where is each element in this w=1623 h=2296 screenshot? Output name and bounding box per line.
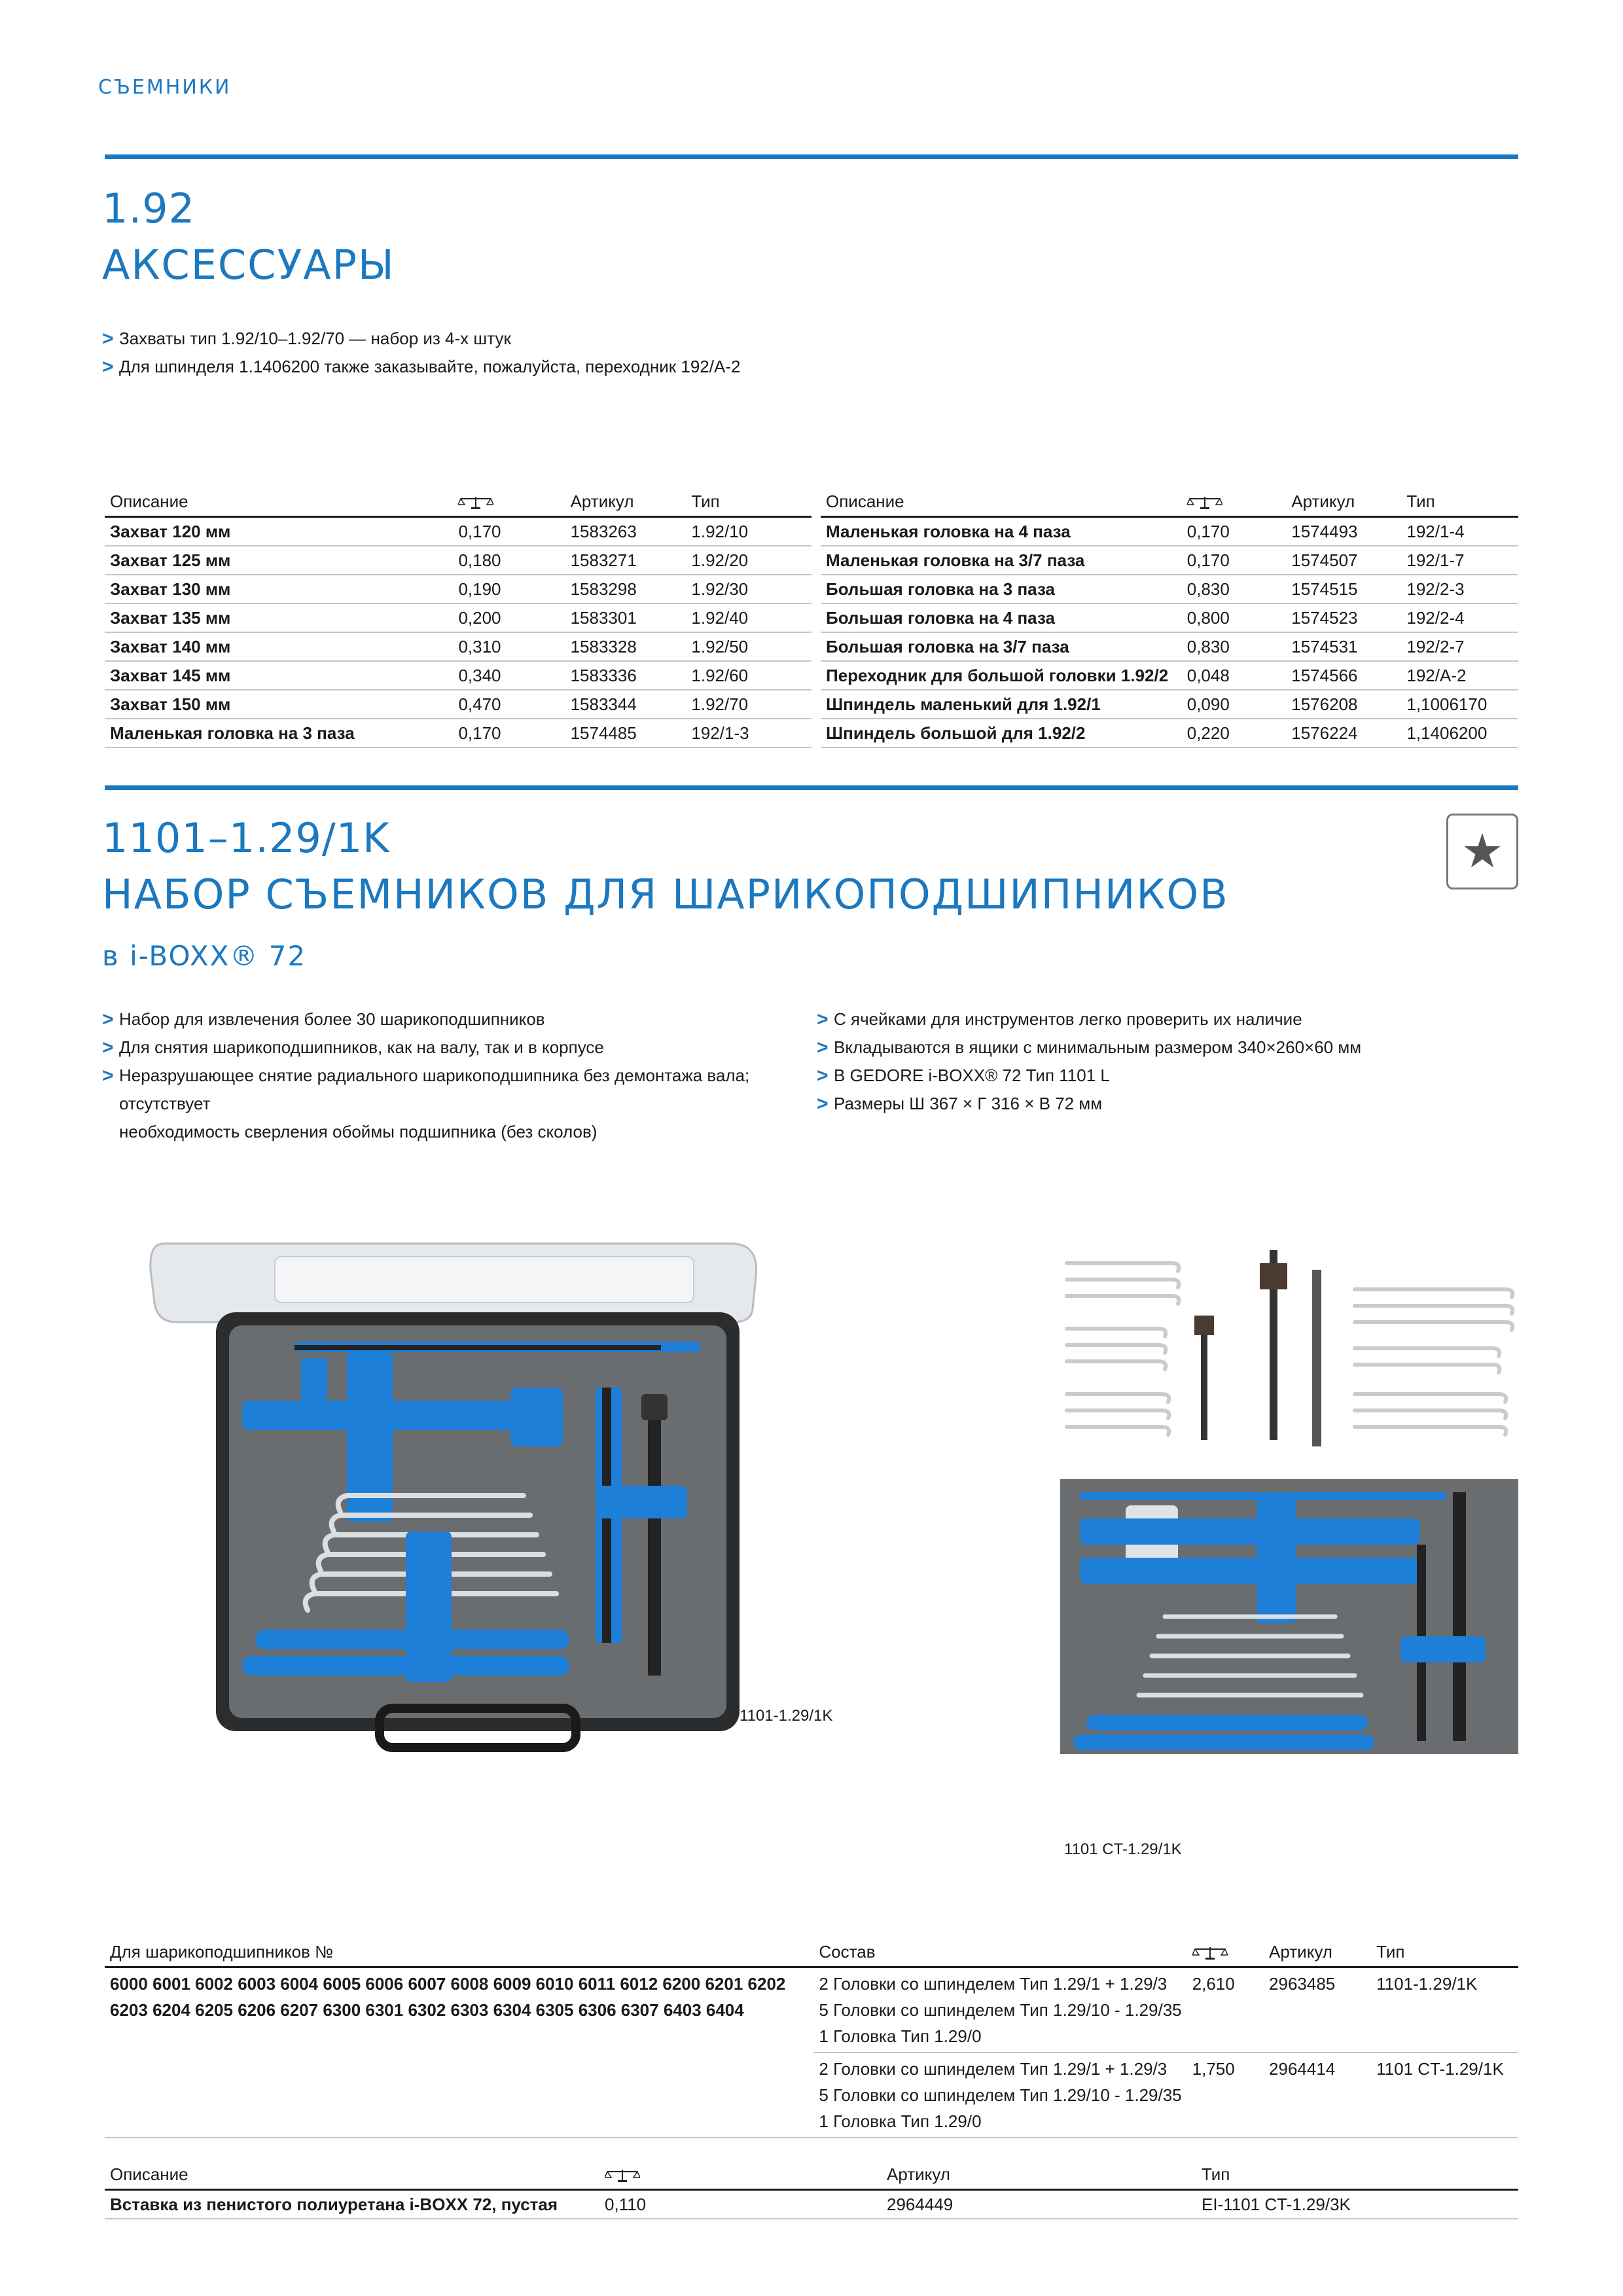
scale-icon <box>1192 1946 1228 1960</box>
article-cell: 1574507 <box>1286 546 1401 575</box>
feature-item: > Набор для извлечения более 30 шарикоподшипников <box>102 1005 809 1033</box>
table-row <box>105 1967 1518 2053</box>
article-cell: 1574485 <box>565 719 687 747</box>
product-image-case <box>144 1237 772 1767</box>
article-cell: 1583301 <box>565 603 687 632</box>
table-header-row <box>105 487 812 517</box>
type-cell: 192/2-3 <box>1401 575 1518 603</box>
desc-cell: Шпиндель маленький для 1.92/1 <box>821 690 1182 719</box>
table-row <box>105 632 812 661</box>
weight-cell: 0,220 <box>1182 719 1287 747</box>
col-desc: Описание <box>105 487 453 517</box>
type-cell: 1,1406200 <box>1401 719 1518 747</box>
desc-cell: Большая головка на 4 паза <box>821 603 1182 632</box>
type-cell: EI-1101 CT-1.29/3K <box>1196 2190 1518 2219</box>
type-cell: 192/1-4 <box>1401 517 1518 547</box>
table-row <box>105 690 812 719</box>
feature-item: > Для снятия шарикоподшипников, как на валу, так и в корпусе <box>102 1033 809 1062</box>
feature-item: > Размеры Ш 367 × Г 316 × В 72 мм <box>817 1090 1510 1118</box>
scale-icon <box>1187 495 1222 510</box>
arrow-icon: > <box>102 1009 114 1030</box>
weight-col <box>1182 487 1287 517</box>
article-cell: 1574531 <box>1286 632 1401 661</box>
arrow-icon: > <box>817 1093 829 1115</box>
weight-cell: 0,340 <box>453 661 565 690</box>
table-row <box>821 661 1518 690</box>
note-item: > Захваты тип 1.92/10–1.92/70 — набор из 4-х штук <box>102 325 740 353</box>
arrow-icon: > <box>102 328 114 350</box>
article-cell: 2964449 <box>882 2190 1196 2219</box>
type-cell: 1,1006170 <box>1401 690 1518 719</box>
weight-cell: 2,610 <box>1187 1967 1264 2053</box>
col-type: Тип <box>1196 2160 1518 2190</box>
type-cell: 1101 CT-1.29/1K <box>1371 2053 1518 2138</box>
article-cell: 1583328 <box>565 632 687 661</box>
table-row <box>105 719 812 747</box>
section2-title: НАБОР СЪЕМНИКОВ ДЛЯ ШАРИКОПОДШИПНИКОВ <box>102 870 1229 918</box>
arrow-icon: > <box>102 1037 114 1058</box>
col-composition: Состав <box>813 1937 1186 1967</box>
type-cell: 1.92/10 <box>686 517 812 547</box>
desc-cell: Маленькая головка на 3/7 паза <box>821 546 1182 575</box>
article-cell: 1583263 <box>565 517 687 547</box>
weight-cell: 0,470 <box>453 690 565 719</box>
article-cell: 1583336 <box>565 661 687 690</box>
type-cell: 192/1-3 <box>686 719 812 747</box>
section1-title: АКСЕССУАРЫ <box>102 241 395 289</box>
weight-cell: 0,170 <box>453 719 565 747</box>
composition-cell: 2 Головки со шпинделем Тип 1.29/1 + 1.29/3 5 Головки со шпинделем Тип 1.29/10 - 1.29/35 1 Головка Тип 1.29/0 <box>813 1967 1186 2053</box>
weight-cell: 0,180 <box>453 546 565 575</box>
table-row <box>821 690 1518 719</box>
desc-cell: Захват 140 мм <box>105 632 453 661</box>
insert-table <box>105 2160 1518 2219</box>
weight-cell: 0,310 <box>453 632 565 661</box>
feature-item: > Вкладываются в ящики с минимальным размером 340×260×60 мм <box>817 1033 1510 1062</box>
desc-cell: Захват 130 мм <box>105 575 453 603</box>
type-cell: 1.92/50 <box>686 632 812 661</box>
note-item: > Для шпинделя 1.1406200 также заказывайте, пожалуйста, переходник 192/A-2 <box>102 353 740 381</box>
col-article: Артикул <box>1286 487 1401 517</box>
type-cell: 1101-1.29/1K <box>1371 1967 1518 2053</box>
table-row <box>821 632 1518 661</box>
table-row <box>105 603 812 632</box>
desc-cell: Маленькая головка на 4 паза <box>821 517 1182 547</box>
caption-insert: 1101 CT-1.29/1K <box>1064 1840 1182 1858</box>
section1-number: 1.92 <box>102 185 196 232</box>
table-row <box>821 517 1518 547</box>
col-type: Тип <box>1401 487 1518 517</box>
section2-number: 1101–1.29/1K <box>102 814 390 862</box>
weight-col <box>453 487 565 517</box>
bearing-numbers: 6000 6001 6002 6003 6004 6005 6006 6007 6008 6009 6010 6011 6012 6200 6201 6202 6203 6204 6205 6206 6207 6300 6301 6302 6303 6304 6305 6306 6307 6403 6404 <box>105 1967 813 2138</box>
article-cell: 2963485 <box>1264 1967 1371 2053</box>
table-row <box>821 719 1518 747</box>
composition-cell: 2 Головки со шпинделем Тип 1.29/1 + 1.29/3 5 Головки со шпинделем Тип 1.29/10 - 1.29/35 1 Головка Тип 1.29/0 <box>813 2053 1186 2138</box>
weight-cell: 1,750 <box>1187 2053 1264 2138</box>
article-cell: 1583298 <box>565 575 687 603</box>
table-row <box>821 546 1518 575</box>
scale-icon <box>458 495 493 510</box>
type-cell: 192/A-2 <box>1401 661 1518 690</box>
article-cell: 1574515 <box>1286 575 1401 603</box>
weight-cell: 0,048 <box>1182 661 1287 690</box>
feature-item: > В GEDORE i-BOXX® 72 Тип 1101 L <box>817 1062 1510 1090</box>
accessories-table-left <box>105 487 812 748</box>
type-cell: 192/1-7 <box>1401 546 1518 575</box>
type-cell: 1.92/70 <box>686 690 812 719</box>
bearing-sets-table <box>105 1937 1518 2138</box>
col-type: Тип <box>1371 1937 1518 1967</box>
desc-cell: Захват 145 мм <box>105 661 453 690</box>
col-article: Артикул <box>882 2160 1196 2190</box>
article-cell: 1583344 <box>565 690 687 719</box>
header-rule <box>105 154 1518 159</box>
star-badge <box>1446 814 1518 889</box>
type-cell: 1.92/60 <box>686 661 812 690</box>
section2-rule <box>105 785 1518 790</box>
col-article: Артикул <box>565 487 687 517</box>
table-row <box>821 575 1518 603</box>
arrow-icon: > <box>817 1065 829 1086</box>
col-type: Тип <box>686 487 812 517</box>
weight-cell: 0,110 <box>599 2190 882 2219</box>
features-left <box>102 1005 809 1146</box>
weight-cell: 0,170 <box>1182 546 1287 575</box>
arrow-icon: > <box>817 1009 829 1030</box>
weight-cell: 0,200 <box>453 603 565 632</box>
features-right <box>817 1005 1510 1118</box>
table-row <box>105 546 812 575</box>
table-row <box>821 603 1518 632</box>
weight-col <box>1187 1937 1264 1967</box>
desc-cell: Захват 135 мм <box>105 603 453 632</box>
table-row <box>105 661 812 690</box>
weight-cell: 0,170 <box>1182 517 1287 547</box>
arrow-icon: > <box>102 356 114 378</box>
arrow-icon: > <box>102 1065 114 1086</box>
section-label: СЪЕМНИКИ <box>98 76 232 99</box>
arrow-icon: > <box>817 1037 829 1058</box>
type-cell: 1.92/40 <box>686 603 812 632</box>
article-cell: 1583271 <box>565 546 687 575</box>
type-cell: 192/2-7 <box>1401 632 1518 661</box>
weight-cell: 0,170 <box>453 517 565 547</box>
desc-cell: Шпиндель большой для 1.92/2 <box>821 719 1182 747</box>
col-desc: Описание <box>821 487 1182 517</box>
feature-item: > Неразрушающее снятие радиального шарикоподшипника без демонтажа вала; отсутствует <box>102 1062 809 1118</box>
product-image-insert <box>1060 1230 1518 1820</box>
desc-cell: Захват 120 мм <box>105 517 453 547</box>
star-icon: ★ <box>1461 825 1504 878</box>
table-header-row <box>105 1937 1518 1967</box>
desc-cell: Большая головка на 3 паза <box>821 575 1182 603</box>
table-row <box>105 517 812 547</box>
article-cell: 1576208 <box>1286 690 1401 719</box>
weight-cell: 0,190 <box>453 575 565 603</box>
col-desc: Описание <box>105 2160 599 2190</box>
desc-cell: Захват 125 мм <box>105 546 453 575</box>
scale-icon <box>605 2168 640 2183</box>
desc-cell: Захват 150 мм <box>105 690 453 719</box>
article-cell: 1574493 <box>1286 517 1401 547</box>
feature-item-continued: необходимость сверления обоймы подшипника (без сколов) <box>119 1122 597 1141</box>
accessories-table-right <box>821 487 1518 748</box>
type-cell: 192/2-4 <box>1401 603 1518 632</box>
table-header-row <box>821 487 1518 517</box>
feature-item: > С ячейками для инструментов легко проверить их наличие <box>817 1005 1510 1033</box>
table-header-row <box>105 2160 1518 2190</box>
article-cell: 1574566 <box>1286 661 1401 690</box>
section1-notes <box>102 325 740 381</box>
table-row <box>105 2190 1518 2219</box>
desc-cell: Переходник для большой головки 1.92/2 <box>821 661 1182 690</box>
desc-cell: Маленькая головка на 3 паза <box>105 719 453 747</box>
type-cell: 1.92/30 <box>686 575 812 603</box>
type-cell: 1.92/20 <box>686 546 812 575</box>
weight-cell: 0,800 <box>1182 603 1287 632</box>
weight-col <box>599 2160 882 2190</box>
article-cell: 1574523 <box>1286 603 1401 632</box>
section2-subtitle: в i-BOXX® 72 <box>102 940 307 972</box>
caption-case: 1101-1.29/1K <box>740 1707 833 1725</box>
desc-cell: Большая головка на 3/7 паза <box>821 632 1182 661</box>
weight-cell: 0,830 <box>1182 575 1287 603</box>
desc-cell: Вставка из пенистого полиуретана i-BOXX 72, пустая <box>105 2190 599 2219</box>
col-bearings: Для шарикоподшипников № <box>105 1937 813 1967</box>
article-cell: 1576224 <box>1286 719 1401 747</box>
table-row <box>105 575 812 603</box>
col-article: Артикул <box>1264 1937 1371 1967</box>
weight-cell: 0,090 <box>1182 690 1287 719</box>
weight-cell: 0,830 <box>1182 632 1287 661</box>
article-cell: 2964414 <box>1264 2053 1371 2138</box>
